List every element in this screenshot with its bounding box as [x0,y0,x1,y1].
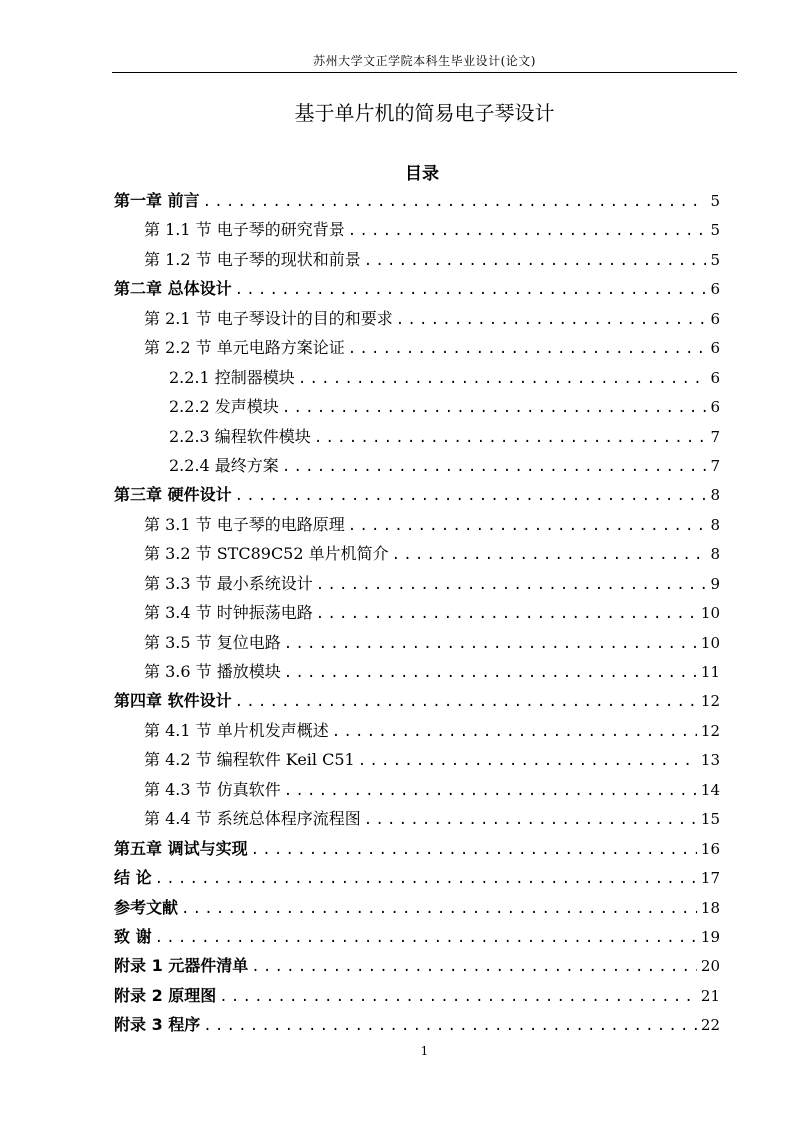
toc-entry-label: 第 4.3 节 仿真软件 [144,779,281,799]
toc-dot-leader [235,482,707,511]
toc-entry-page-number: 9 [710,574,720,593]
toc-entry-page-number: 16 [700,839,720,858]
toc-entry[interactable] [112,863,720,892]
toc-entry[interactable] [112,422,720,451]
toc-entry-page-number: 11 [700,663,720,681]
toc-dot-leader [219,983,697,1012]
toc-entry-page-number: 6 [710,280,720,299]
toc-entry-page-number: 17 [700,869,720,888]
toc-entry[interactable] [112,775,720,804]
toc-entry-label: 结 论 [114,868,152,888]
toc-entry-label: 2.2.1 控制器模块 [169,367,295,387]
toc-entry-label: 第 2.1 节 电子琴设计的目的和要求 [144,308,393,328]
toc-entry-page-number: 8 [710,486,720,505]
toc-entry-label: 附录 1 元器件清单 [114,956,249,976]
toc-entry-page-number: 21 [700,986,720,1005]
toc-dot-leader [348,512,707,541]
toc-dot-leader [284,659,697,688]
toc-entry[interactable] [112,215,720,244]
toc-entry[interactable] [112,628,720,657]
toc-dot-leader [181,895,697,924]
toc-dot-leader [203,1012,697,1041]
toc-entry-label: 第 3.6 节 播放模块 [144,662,281,681]
toc-dot-leader [348,335,707,364]
toc-dot-leader [314,424,707,453]
toc-dot-leader [282,453,707,482]
document-title: 基于单片机的简易电子琴设计 [294,101,555,125]
page-number: 1 [420,1044,429,1058]
toc-entry-label: 第 3.5 节 复位电路 [144,632,281,652]
toc-dot-leader [284,777,697,806]
toc-dot-leader [392,541,707,570]
toc-dot-leader [358,747,697,776]
toc-entry[interactable] [112,657,720,686]
toc-entry-label: 第 3.3 节 最小系统设计 [144,573,313,593]
toc-dot-leader [251,836,697,865]
toc-entry-page-number: 13 [700,751,720,770]
toc-dot-leader [203,188,707,217]
toc-entry-page-number: 10 [700,633,720,652]
toc-entry-label: 第 4.1 节 单片机发声概述 [144,720,329,740]
table-of-contents [112,186,720,1040]
toc-entry-page-number: 14 [700,780,720,799]
toc-dot-leader [251,953,697,982]
toc-entry-label: 第三章 硬件设计 [114,485,232,505]
toc-entry-label: 第 4.4 节 系统总体程序流程图 [144,809,361,829]
toc-dot-leader [316,600,697,629]
toc-entry-label: 第二章 总体设计 [114,279,232,299]
toc-entry-label: 第 3.4 节 时钟振荡电路 [144,603,313,623]
toc-entry-label: 第 1.2 节 电子琴的现状和前景 [144,249,361,269]
toc-dot-leader [284,630,697,659]
toc-entry[interactable] [112,893,720,922]
toc-dot-leader [332,718,697,747]
header-divider [112,72,737,73]
toc-entry-label: 第 3.1 节 电子琴的电路原理 [144,514,345,534]
toc-dot-leader [316,571,707,600]
toc-entry-page-number: 15 [700,810,720,829]
toc-entry-page-number: 5 [710,221,720,240]
toc-entry[interactable] [112,186,720,215]
toc-entry-page-number: 8 [710,515,720,534]
toc-entry-page-number: 12 [700,721,720,740]
toc-entry[interactable] [112,686,720,715]
toc-entry-page-number: 18 [700,898,720,917]
toc-entry-page-number: 12 [700,692,720,711]
toc-entry[interactable] [112,480,720,509]
toc-entry[interactable] [112,333,720,362]
toc-entry-label: 第 2.2 节 单元电路方案论证 [144,338,345,358]
toc-entry-page-number: 22 [700,1016,720,1035]
toc-dot-leader [155,924,697,953]
toc-entry[interactable] [112,363,720,392]
toc-entry[interactable] [112,539,720,568]
toc-entry-label: 第 1.1 节 电子琴的研究背景 [144,220,345,240]
toc-dot-leader [364,247,707,276]
toc-entry-label: 附录 3 程序 [114,1015,201,1035]
toc-entry-page-number: 10 [700,604,720,623]
toc-entry[interactable] [112,274,720,303]
toc-entry-label: 附录 2 原理图 [114,985,217,1005]
toc-dot-leader [235,688,697,717]
toc-entry[interactable] [112,245,720,274]
toc-entry-label: 2.2.3 编程软件模块 [169,426,311,446]
toc-dot-leader [396,306,707,335]
toc-dot-leader [235,276,707,305]
toc-entry[interactable] [112,922,720,951]
toc-entry-label: 第一章 前言 [114,191,200,210]
toc-dot-leader [298,365,707,394]
toc-entry-page-number: 7 [710,427,720,446]
toc-entry[interactable] [112,745,720,774]
toc-entry-label: 第四章 软件设计 [114,691,232,711]
toc-entry-label: 参考文献 [114,897,179,917]
toc-entry[interactable] [112,392,720,421]
toc-entry-label: 第 4.2 节 编程软件 Keil C51 [144,750,355,770]
toc-entry[interactable] [112,804,720,833]
toc-entry[interactable] [112,834,720,863]
toc-dot-leader [282,394,707,423]
toc-entry-label: 2.2.2 发声模块 [169,397,279,417]
toc-entry-page-number: 19 [700,927,720,946]
toc-entry-page-number: 5 [710,250,720,269]
toc-entry-page-number: 5 [710,192,720,210]
toc-entry[interactable] [112,304,720,333]
toc-entry-label: 2.2.4 最终方案 [169,455,279,475]
toc-entry-page-number: 20 [700,957,720,976]
toc-dot-leader [364,806,697,835]
toc-dot-leader [155,865,697,894]
toc-dot-leader [348,217,707,246]
toc-entry[interactable] [112,981,720,1010]
toc-entry-label: 第 3.2 节 STC89C52 单片机简介 [144,544,389,564]
toc-entry-page-number: 6 [710,368,720,387]
toc-entry-page-number: 6 [710,398,720,417]
toc-entry[interactable] [112,1010,720,1039]
toc-entry[interactable] [112,951,720,980]
toc-entry-page-number: 8 [710,545,720,564]
toc-heading: 目录 [405,164,439,184]
toc-entry-page-number: 6 [710,309,720,328]
toc-entry-label: 致 谢 [114,926,152,946]
toc-entry-page-number: 7 [710,456,720,475]
toc-entry-page-number: 6 [710,339,720,358]
toc-entry[interactable] [112,569,720,598]
toc-entry[interactable] [112,451,720,480]
toc-entry[interactable] [112,598,720,627]
toc-entry[interactable] [112,510,720,539]
toc-entry[interactable] [112,716,720,745]
running-header: 苏州大学文正学院本科生毕业设计(论文) [313,54,536,68]
toc-entry-label: 第五章 调试与实现 [114,838,248,858]
